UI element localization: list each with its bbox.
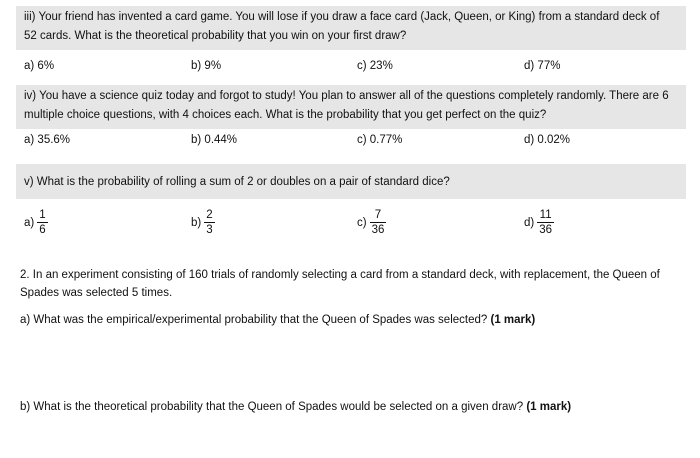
fraction	[537, 208, 554, 237]
numerator: 2	[206, 209, 213, 221]
fraction	[370, 208, 387, 237]
part-b-mark: (1 mark)	[526, 401, 572, 413]
question-2-part-a	[20, 311, 685, 329]
question-5-option-c	[357, 208, 386, 237]
question-3-option-b: b) 9%	[191, 60, 222, 72]
question-4-text: iv) You have a science quiz today and forgot to study! You plan to answer all of the questions completely randomly. There are 6 multiple choice questions, with 4 choices each. What is the probability that you get perfect on the quiz?	[24, 90, 669, 121]
question-2-part-b	[20, 398, 685, 416]
question-3-option-d: d) 77%	[524, 60, 561, 72]
part-a-text: a) What was the empirical/experimental probability that the Queen of Spades was selected?	[20, 314, 488, 326]
question-3-option-a: a) 6%	[24, 60, 55, 72]
question-4-option-c: c) 0.77%	[357, 134, 403, 146]
question-5-option-d	[524, 208, 554, 237]
question-3-text: iii) Your friend has invented a card game. You will lose if you draw a face card (Jack, Queen, or King) from a standard deck of 52 cards. What is the theoretical probability that you win on your first draw?	[24, 11, 660, 42]
question-4-option-b: b) 0.44%	[191, 134, 238, 146]
numerator: 1	[39, 209, 46, 221]
option-label: d)	[524, 216, 535, 229]
question-5-option-b	[191, 208, 215, 237]
part-a-mark: (1 mark)	[490, 314, 536, 326]
numerator: 11	[539, 209, 552, 221]
denominator: 36	[371, 224, 385, 236]
option-label: c)	[357, 216, 367, 229]
option-label: b)	[191, 216, 202, 229]
denominator: 6	[39, 224, 46, 236]
denominator: 36	[539, 224, 553, 236]
question-3-option-c: c) 23%	[357, 60, 393, 72]
denominator: 3	[206, 224, 213, 236]
part-b-text: b) What is the theoretical probability that the Queen of Spades would be selected on a given draw?	[20, 401, 524, 413]
question-4-option-a: a) 35.6%	[24, 134, 71, 146]
question-2-text: 2. In an experiment consisting of 160 trials of randomly selecting a card from a standard deck, with replacement, the Queen of Spades was selected 5 times.	[20, 269, 660, 299]
question-4-option-d: d) 0.02%	[524, 134, 571, 146]
fraction	[37, 208, 47, 237]
option-label: a)	[24, 216, 35, 229]
question-5-text: v) What is the probability of rolling a sum of 2 or doubles on a pair of standard dice?	[24, 176, 450, 188]
fraction	[204, 208, 214, 237]
question-5-option-a	[24, 208, 48, 237]
numerator: 7	[374, 209, 382, 221]
